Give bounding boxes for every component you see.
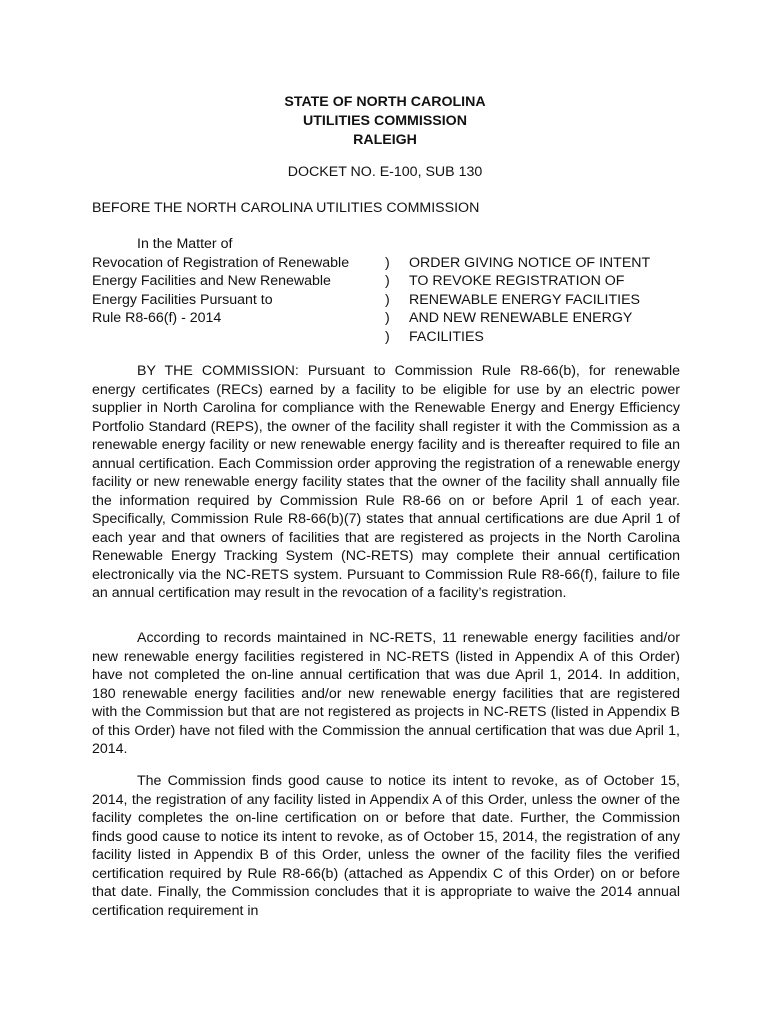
order-title-line: RENEWABLE ENERGY FACILITIES bbox=[409, 291, 641, 308]
heading-state: STATE OF NORTH CAROLINA bbox=[284, 94, 486, 110]
paragraph-text: BY THE COMMISSION: Pursuant to Commission Rule R8-66(b), for renewable energy certificates (RECs) earned by a facility to be eligible for use by an electric power supplier in North Carolina for compliance with the Renewable Energy and Energy Efficiency Portfolio Standard (REPS), the owner of the facility shall register it with the Commission as a renewable energy facility or new renewable energy facility and is thereafter required to file an annual certification. Each Commission order approving the registration of a renewable energy facility or new renewable energy facility states that the owner of the facility shall annually file the information required by Commission Rule R8-66 on or before April 1 of each year. Specifically, Commission Rule R8-66(b)(7) states that annual certifications are due April 1 of each year and that owners of facilities that are registered as projects in the North Carolina Renewable Energy Tracking System (NC-RETS) may complete their annual certification electronically via the NC-RETS system. Pursuant to Commission Rule R8-66(f), failure to file an annual certification may result in the revocation of a facility’s registration. bbox=[92, 363, 680, 601]
caption-paren: ) bbox=[385, 254, 390, 271]
caption-paren: ) bbox=[385, 273, 390, 289]
docket-number: DOCKET NO. E-100, SUB 130 bbox=[287, 164, 483, 180]
body-paragraph-2 bbox=[92, 629, 680, 759]
before-line: BEFORE THE NORTH CAROLINA UTILITIES COMMISSION bbox=[92, 200, 480, 216]
caption-paren: ) bbox=[385, 328, 390, 345]
body-paragraph-3 bbox=[92, 772, 680, 920]
heading-commission: UTILITIES COMMISSION bbox=[303, 113, 467, 129]
matter-caption bbox=[92, 235, 382, 328]
order-title-line: TO REVOKE REGISTRATION OF bbox=[409, 273, 625, 289]
paragraph-text: According to records maintained in NC-RETS, 11 renewable energy facilities and/or new renewable energy facilities registered in NC-RETS (listed in Appendix A of this Order) have not completed the on-line annual certification that was due April 1, 2014. In addition, 180 renewable energy facilities and/or new renewable energy facilities that are registered with the Commission but that are not registered as projects in NC-RETS (listed in Appendix B of this Order) have not filed with the Commission the annual certification that was due April 1, 2014. bbox=[92, 630, 680, 757]
order-title-line: ORDER GIVING NOTICE OF INTENT bbox=[409, 254, 651, 271]
matter-line: Energy Facilities Pursuant to bbox=[92, 291, 273, 308]
order-title-line: FACILITIES bbox=[409, 328, 484, 345]
caption-divider bbox=[385, 254, 390, 347]
matter-line: Revocation of Registration of Renewable bbox=[92, 254, 350, 271]
matter-intro: In the Matter of bbox=[137, 236, 233, 252]
matter-line: Energy Facilities and New Renewable bbox=[92, 273, 331, 289]
caption-paren: ) bbox=[385, 310, 390, 326]
caption-paren: ) bbox=[385, 291, 390, 308]
document-heading bbox=[0, 93, 770, 150]
order-title-line: AND NEW RENEWABLE ENERGY bbox=[409, 310, 633, 326]
body-paragraph-1 bbox=[92, 362, 680, 603]
paragraph-text: The Commission finds good cause to notice its intent to revoke, as of October 15, 2014, the registration of any facility listed in Appendix A of this Order, unless the owner of the facility completes the on-line certification on or before that date. Further, the Commission finds good cause to notice its intent to revoke, as of October 15, 2014, the registration of any facility listed in Appendix B of this Order, unless the owner of the facility files the verified certification required by Rule R8-66(b) (attached as Appendix C of this Order) on or before that date. Finally, the Commission concludes that it is appropriate to waive the 2014 annual certification requirement in bbox=[92, 773, 680, 919]
order-title bbox=[409, 254, 650, 347]
matter-line: Rule R8-66(f) - 2014 bbox=[92, 310, 222, 326]
heading-city: RALEIGH bbox=[353, 132, 417, 148]
